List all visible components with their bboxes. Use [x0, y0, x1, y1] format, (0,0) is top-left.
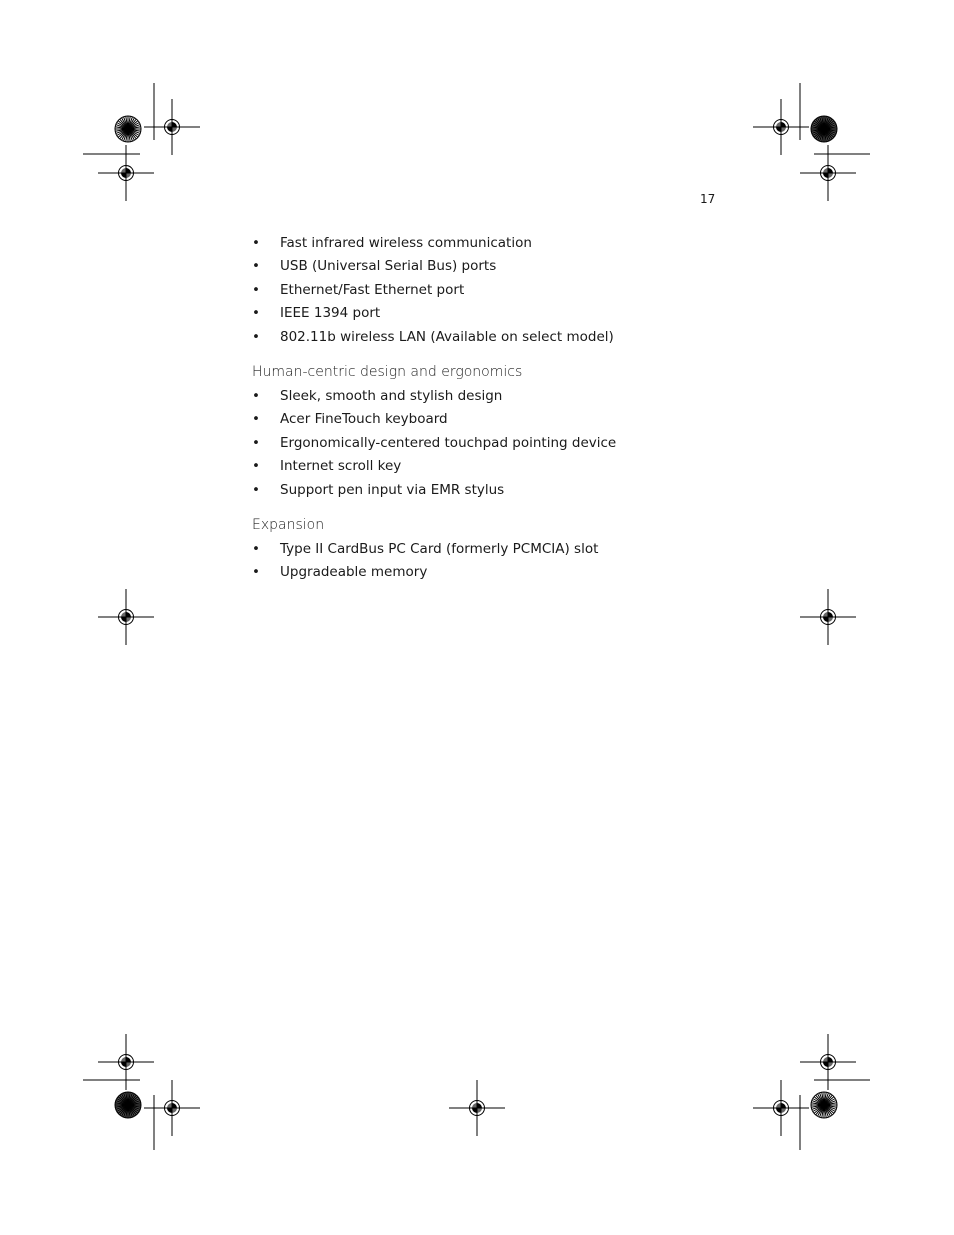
starburst-target-icon	[811, 1092, 837, 1118]
section-heading-expansion: Expansion	[252, 517, 325, 534]
bullet-icon: •	[252, 458, 260, 475]
design-bullet-list	[252, 385, 812, 502]
registration-crosshair-icon	[144, 1080, 200, 1136]
bullet-icon: •	[252, 481, 260, 498]
list-item: • USB (Universal Serial Bus) ports	[252, 255, 812, 278]
bullet-icon: •	[252, 388, 260, 405]
registration-crosshair-icon	[98, 589, 154, 645]
starburst-target-icon	[115, 1092, 141, 1118]
list-item: • Fast infrared wireless communication	[252, 232, 812, 255]
bullet-icon: •	[252, 541, 260, 558]
intro-bullet-list	[252, 232, 812, 349]
expansion-bullet-list	[252, 538, 812, 585]
registration-crosshair-icon	[800, 589, 856, 645]
list-item: • Acer FineTouch keyboard	[252, 408, 812, 431]
page-number: 17	[700, 192, 716, 206]
registration-crosshair-icon	[753, 99, 809, 155]
registration-crosshair-icon	[98, 1034, 154, 1090]
starburst-target-icon	[811, 116, 837, 142]
list-item: • Ergonomically-centered touchpad pointing device	[252, 432, 812, 455]
bullet-icon: •	[252, 281, 260, 298]
registration-crosshair-icon	[800, 1034, 856, 1090]
bullet-icon: •	[252, 411, 260, 428]
list-item: • Sleek, smooth and stylish design	[252, 385, 812, 408]
list-item: • Upgradeable memory	[252, 561, 812, 584]
list-item: • IEEE 1394 port	[252, 302, 812, 325]
list-item: • 802.11b wireless LAN (Available on select model)	[252, 326, 812, 349]
registration-crosshair-icon	[98, 145, 154, 201]
page-content	[252, 232, 812, 585]
list-item: • Internet scroll key	[252, 455, 812, 478]
bullet-icon: •	[252, 305, 260, 322]
registration-crosshair-icon	[144, 99, 200, 155]
registration-crosshair-icon	[449, 1080, 505, 1136]
list-item: • Support pen input via EMR stylus	[252, 479, 812, 502]
bullet-icon: •	[252, 258, 260, 275]
list-item: • Ethernet/Fast Ethernet port	[252, 279, 812, 302]
section-heading-design: Human-centric design and ergonomics	[252, 364, 523, 381]
bullet-icon: •	[252, 328, 260, 345]
registration-crosshair-icon	[753, 1080, 809, 1136]
list-item: • Type II CardBus PC Card (formerly PCMCIA) slot	[252, 538, 812, 561]
starburst-target-icon	[115, 116, 141, 142]
registration-crosshair-icon	[800, 145, 856, 201]
bullet-icon: •	[252, 235, 260, 251]
bullet-icon: •	[252, 564, 260, 581]
bullet-icon: •	[252, 434, 260, 451]
